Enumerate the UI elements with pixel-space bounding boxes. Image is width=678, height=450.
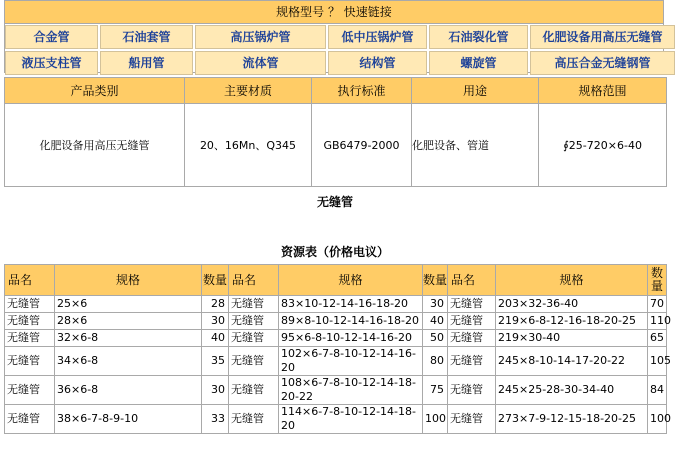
cell-name: 无缝管 (5, 376, 55, 405)
quick-link-spiral-pipe[interactable]: 螺旋管 (429, 51, 528, 75)
cell-qty: 100 (423, 405, 448, 434)
cell-qty: 65 (648, 330, 667, 347)
cell-name: 无缝管 (448, 347, 496, 376)
res-header-qty-1: 数量 (202, 265, 229, 296)
spec-header-row (5, 78, 667, 104)
spec-range: ∮25-720×6-40 (539, 104, 667, 187)
cell-qty: 80 (423, 347, 448, 376)
cell-spec: 203×32-36-40 (496, 296, 648, 313)
cell-spec: 28×6 (55, 313, 202, 330)
table-row (5, 330, 667, 347)
cell-name: 无缝管 (229, 376, 279, 405)
cell-qty: 28 (202, 296, 229, 313)
cell-spec: 36×6-8 (55, 376, 202, 405)
quick-link-fertilizer-high-pressure-seamless[interactable]: 化肥设备用高压无缝管 (530, 25, 675, 49)
cell-name: 无缝管 (5, 347, 55, 376)
quick-link-high-pressure-boiler-tube[interactable]: 高压锅炉管 (195, 25, 326, 49)
quick-links-title: 规格型号 ？ 快速链接 (5, 1, 663, 24)
quick-link-hydraulic-prop-tube[interactable]: 液压支柱管 (5, 51, 98, 75)
cell-spec: 114×6-7-8-10-12-14-18-20 (279, 405, 423, 434)
cell-name: 无缝管 (448, 405, 496, 434)
table-row (5, 313, 667, 330)
cell-qty: 110 (648, 313, 667, 330)
cell-qty: 30 (202, 313, 229, 330)
res-header-name-3: 品名 (448, 265, 496, 296)
spec-header-material: 主要材质 (185, 78, 312, 104)
res-header-name-2: 品名 (229, 265, 279, 296)
cell-qty: 70 (648, 296, 667, 313)
quick-links-panel (4, 0, 664, 73)
quick-link-marine-pipe[interactable]: 船用管 (100, 51, 193, 75)
res-header-qty-2: 数量 (423, 265, 448, 296)
table-row (5, 296, 667, 313)
cell-spec: 108×6-7-8-10-12-14-18-20-22 (279, 376, 423, 405)
cell-qty: 30 (202, 376, 229, 405)
cell-name: 无缝管 (448, 376, 496, 405)
cell-name: 无缝管 (5, 313, 55, 330)
spec-usage: 化肥设备、管道 (412, 104, 539, 187)
cell-qty: 40 (202, 330, 229, 347)
cell-spec: 219×30-40 (496, 330, 648, 347)
res-header-spec-3: 规格 (496, 265, 648, 296)
cell-name: 无缝管 (229, 405, 279, 434)
quick-link-alloy-pipe[interactable]: 合金管 (5, 25, 98, 49)
quick-link-petroleum-cracking-tube[interactable]: 石油裂化管 (429, 25, 528, 49)
resource-table (4, 264, 671, 434)
cell-qty: 75 (423, 376, 448, 405)
spec-header-category: 产品类别 (5, 78, 185, 104)
quick-link-high-pressure-alloy-seamless[interactable]: 高压合金无缝钢管 (530, 51, 675, 75)
cell-name: 无缝管 (448, 296, 496, 313)
spec-category: 化肥设备用高压无缝管 (5, 104, 185, 187)
resource-caption: 资源表（价格电议） (280, 245, 389, 259)
spec-table (4, 77, 667, 187)
quick-link-low-medium-pressure-boiler-tube[interactable]: 低中压锅炉管 (328, 25, 427, 49)
cell-qty: 50 (423, 330, 448, 347)
table-row (5, 347, 667, 376)
cell-spec: 102×6-7-8-10-12-14-16-20 (279, 347, 423, 376)
cell-name: 无缝管 (448, 313, 496, 330)
cell-name: 无缝管 (448, 330, 496, 347)
cell-name: 无缝管 (5, 330, 55, 347)
cell-name: 无缝管 (5, 296, 55, 313)
quick-link-oil-casing[interactable]: 石油套管 (100, 25, 193, 49)
table-row (5, 405, 667, 434)
cell-name: 无缝管 (229, 296, 279, 313)
res-header-qty-3: 数量 (648, 265, 667, 296)
spec-material: 20、16Mn、Q345 (185, 104, 312, 187)
quick-links-grid (5, 24, 663, 75)
table-row (5, 376, 667, 405)
cell-qty: 30 (423, 296, 448, 313)
cell-name: 无缝管 (229, 347, 279, 376)
cell-spec: 38×6-7-8-9-10 (55, 405, 202, 434)
cell-spec: 245×8-10-14-17-20-22 (496, 347, 648, 376)
cell-name: 无缝管 (229, 330, 279, 347)
cell-qty: 100 (648, 405, 667, 434)
cell-qty: 40 (423, 313, 448, 330)
cell-spec: 273×7-9-12-15-18-20-25 (496, 405, 648, 434)
cell-name: 无缝管 (5, 405, 55, 434)
res-header-spec-2: 规格 (279, 265, 423, 296)
spec-header-standard: 执行标准 (312, 78, 412, 104)
cell-qty: 35 (202, 347, 229, 376)
cell-spec: 32×6-8 (55, 330, 202, 347)
spec-header-usage: 用途 (412, 78, 539, 104)
cell-name: 无缝管 (229, 313, 279, 330)
spec-data-row (5, 104, 667, 187)
cell-spec: 34×6-8 (55, 347, 202, 376)
spec-standard: GB6479-2000 (312, 104, 412, 187)
cell-spec: 25×6 (55, 296, 202, 313)
cell-qty: 105 (648, 347, 667, 376)
cell-spec: 83×10-12-14-16-18-20 (279, 296, 423, 313)
cell-spec: 95×6-8-10-12-14-16-20 (279, 330, 423, 347)
res-header-spec-1: 规格 (55, 265, 202, 296)
cell-qty: 84 (648, 376, 667, 405)
quick-link-structural-pipe[interactable]: 结构管 (328, 51, 427, 75)
cell-spec: 219×6-8-12-16-18-20-25 (496, 313, 648, 330)
spec-header-range: 规格范围 (539, 78, 667, 104)
cell-spec: 89×8-10-12-14-16-18-20 (279, 313, 423, 330)
cell-qty: 33 (202, 405, 229, 434)
cell-spec: 245×25-28-30-34-40 (496, 376, 648, 405)
product-caption: 无缝管 (316, 195, 353, 209)
resource-header-row (5, 265, 667, 296)
quick-link-fluid-pipe[interactable]: 流体管 (195, 51, 326, 75)
res-header-name-1: 品名 (5, 265, 55, 296)
